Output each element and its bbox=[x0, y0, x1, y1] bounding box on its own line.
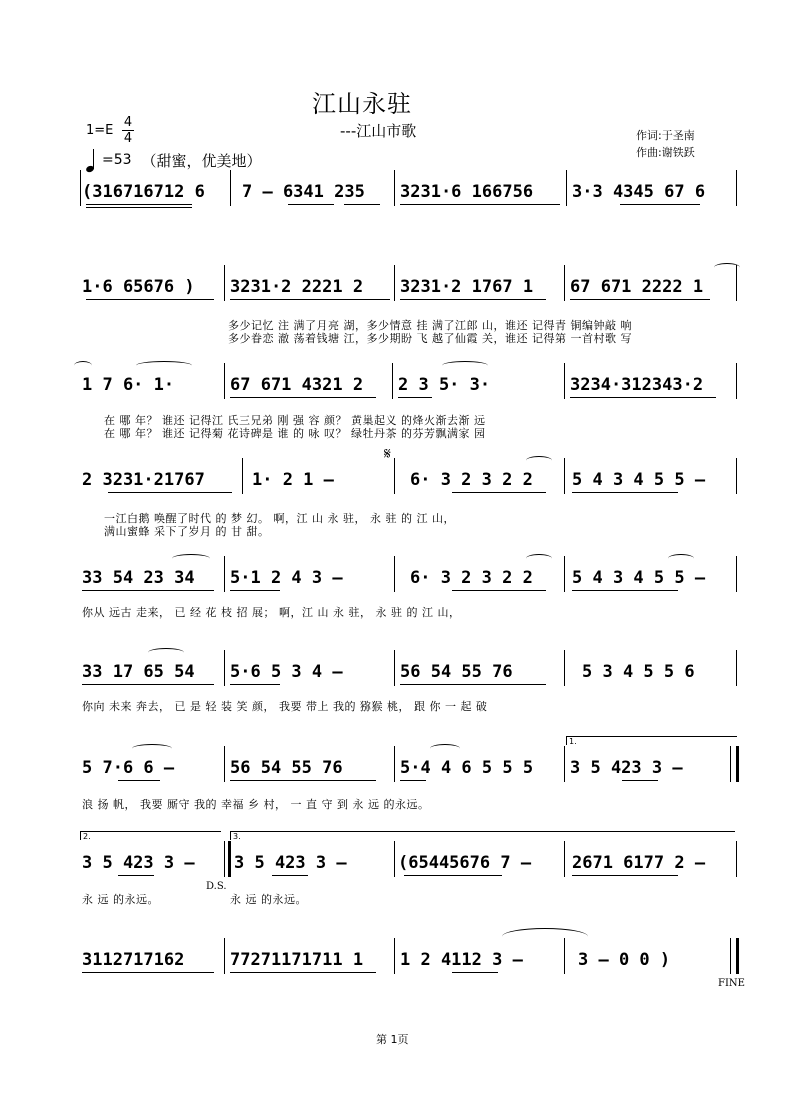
measure-12: 3234·312343·2 bbox=[570, 375, 704, 395]
beam-underline bbox=[272, 875, 308, 876]
barline bbox=[394, 458, 395, 494]
measure-4: 3·3 4345 67 6 bbox=[572, 182, 706, 202]
page-number: 第 1页 bbox=[376, 1033, 409, 1046]
tie-arc bbox=[526, 554, 552, 563]
slur-arc bbox=[148, 648, 184, 657]
measure-14: 1· 2 1 – bbox=[252, 470, 334, 490]
lyric-verse-1: 多少记忆 注 满了月亮 湖，多少情意 挂 满了江郎 山，谁还 记得青 铜编钟敲 响 bbox=[228, 319, 632, 332]
time-signature-bottom: 4 bbox=[123, 131, 133, 146]
song-title: 江山永驻 bbox=[312, 90, 412, 118]
measure-28: 3 5 423 3 – bbox=[570, 758, 683, 778]
beam-underline bbox=[622, 780, 658, 781]
barline bbox=[394, 841, 395, 877]
lyric-line: 永 远 的永远。 bbox=[230, 893, 307, 906]
credits bbox=[636, 127, 695, 161]
beam-underline bbox=[82, 972, 214, 973]
beam-underline bbox=[230, 590, 280, 591]
lyric-verse-2: 在 哪 年？ 谁还 记得菊 花诗碑是 谁 的 咏 叹？ 绿牡丹茶 的芬芳飘满家 园 bbox=[104, 427, 486, 440]
barline bbox=[224, 265, 225, 301]
beam-underline bbox=[108, 492, 232, 493]
slur-arc bbox=[172, 554, 210, 563]
barline bbox=[736, 458, 737, 494]
barline bbox=[736, 556, 737, 592]
measure-11: 2 3 5· 3· bbox=[398, 375, 491, 395]
beam-underline bbox=[572, 875, 678, 876]
beam-underline bbox=[452, 590, 546, 591]
measure-13: 2 3231·21767 bbox=[82, 470, 205, 490]
beam-underline bbox=[230, 780, 376, 781]
barline bbox=[736, 650, 737, 686]
beam-underline bbox=[404, 875, 502, 876]
barline bbox=[566, 170, 567, 206]
tempo-bpm: =53 bbox=[102, 152, 132, 168]
measure-9: 1 7 6· 1· bbox=[82, 375, 175, 395]
measure-21: 33 17 65 54 bbox=[82, 662, 195, 682]
tie-arc bbox=[502, 928, 588, 945]
measure-32: 2671 6177 2 – bbox=[572, 853, 706, 873]
beam-underline bbox=[400, 780, 426, 781]
barline bbox=[730, 746, 731, 782]
volta-1-bracket: 1. bbox=[566, 736, 737, 745]
measure-27: 5·4 4 6 5 5 5 bbox=[400, 758, 534, 778]
lyric-line: 你向 未来 奔去， 已 是 轻 装 笑 颜， 我要 带上 我的 猕猴 桃， 跟 你 一 起 破 bbox=[82, 700, 488, 713]
measure-25: 5 7·6 6 – bbox=[82, 758, 175, 778]
measure-3: 3231·6 166756 bbox=[400, 182, 534, 202]
volta-3-bracket: 3. bbox=[230, 831, 735, 840]
barline bbox=[394, 650, 395, 686]
beam-underline bbox=[572, 492, 678, 493]
measure-23: 56 54 55 76 bbox=[400, 662, 513, 682]
measure-18: 5·1 2 4 3 – bbox=[230, 568, 343, 588]
beam-underline bbox=[86, 207, 192, 208]
barline bbox=[80, 170, 81, 206]
barline bbox=[564, 265, 565, 301]
beam-underline bbox=[344, 204, 380, 205]
measure-16: 5 4 3 4 5 5 – bbox=[572, 470, 706, 490]
beam-underline bbox=[86, 204, 192, 205]
barline bbox=[564, 458, 565, 494]
lyric-verse-1: 一江白鹅 唤醒了时代 的 梦 幻。 啊，江 山 永 驻， 永 驻 的 江 山， bbox=[104, 512, 455, 525]
barline bbox=[224, 841, 225, 877]
barline bbox=[394, 556, 395, 592]
beam-underline bbox=[82, 684, 214, 685]
barline bbox=[564, 841, 565, 877]
measure-19: 6· 3 2 3 2 2 bbox=[410, 568, 533, 588]
fine-marker: FINE bbox=[718, 978, 745, 989]
slur-arc bbox=[132, 744, 172, 753]
measure-26: 56 54 55 76 bbox=[230, 758, 343, 778]
lyric-line: 你从 远古 走来， 已 经 花 枝 招 展； 啊，江 山 永 驻， 永 驻 的 江 山， bbox=[82, 606, 461, 619]
beam-underline bbox=[452, 972, 498, 973]
key-signature: 1=E bbox=[86, 123, 114, 138]
segno-icon: 𝄋 bbox=[384, 444, 391, 463]
barline bbox=[242, 458, 243, 494]
barline bbox=[394, 170, 395, 206]
tie-arc bbox=[714, 263, 740, 272]
measure-15: 6· 3 2 3 2 2 bbox=[410, 470, 533, 490]
measure-20: 5 4 3 4 5 5 – bbox=[572, 568, 706, 588]
measure-36: 3 – 0 0 ) bbox=[578, 950, 671, 970]
measure-31: (65445676 7 – bbox=[398, 853, 532, 873]
barline bbox=[564, 556, 565, 592]
measure-6: 3231·2 2221 2 bbox=[230, 277, 364, 297]
lyric-verse-2: 多少眷恋 澈 荡着钱塘 江，多少期盼 飞 越了仙霞 关，谁还 记得第 一首村歌 写 bbox=[228, 332, 632, 345]
barline bbox=[564, 746, 565, 782]
barline bbox=[730, 938, 731, 974]
barline bbox=[394, 938, 395, 974]
beam-underline bbox=[230, 299, 390, 300]
slur-arc bbox=[442, 361, 488, 370]
repeat-barline bbox=[736, 746, 739, 782]
slur-arc bbox=[430, 744, 460, 753]
time-signature bbox=[122, 115, 134, 146]
beam-underline bbox=[400, 299, 546, 300]
measure-7: 3231·2 1767 1 bbox=[400, 277, 534, 297]
measure-1: (316716712 6 bbox=[82, 182, 205, 202]
lyric-line: 浪 扬 帆， 我要 厮守 我的 幸福 乡 村， 一 直 守 到 永 远 的永远。 bbox=[82, 798, 430, 811]
repeat-barline bbox=[228, 841, 231, 877]
measure-10: 67 671 4321 2 bbox=[230, 375, 364, 395]
lyric-verse-2: 满山蜜蜂 采下了岁月 的 甘 甜。 bbox=[104, 525, 270, 538]
measure-34: 77271171711 1 bbox=[230, 950, 364, 970]
composer: 作曲:谢铁跃 bbox=[636, 146, 695, 159]
beam-underline bbox=[452, 492, 546, 493]
barline bbox=[736, 363, 737, 399]
beam-underline bbox=[118, 875, 154, 876]
tie-arc bbox=[526, 456, 552, 465]
measure-29: 3 5 423 3 – bbox=[82, 853, 195, 873]
measure-22: 5·6 5 3 4 – bbox=[230, 662, 343, 682]
lyric-line: 永 远 的永远。 bbox=[82, 893, 159, 906]
quarter-note-icon bbox=[86, 148, 100, 172]
measure-8: 67 671 2222 1 bbox=[570, 277, 704, 297]
beam-underline bbox=[400, 684, 546, 685]
measure-5: 1·6 65676 ) bbox=[82, 277, 195, 297]
beam-underline bbox=[398, 397, 432, 398]
tempo-mark bbox=[86, 148, 262, 172]
beam-underline bbox=[82, 590, 214, 591]
beam-underline bbox=[230, 397, 376, 398]
barline bbox=[392, 363, 393, 399]
lyricist: 作词:于圣南 bbox=[636, 129, 695, 142]
barline bbox=[394, 746, 395, 782]
barline bbox=[564, 650, 565, 686]
measure-30: 3 5 423 3 – bbox=[234, 853, 347, 873]
tempo-expression: （甜蜜，优美地） bbox=[141, 151, 262, 170]
measure-2: 7 – 6341 235 bbox=[242, 182, 365, 202]
beam-underline bbox=[230, 972, 376, 973]
barline bbox=[224, 746, 225, 782]
song-subtitle: ---江山市歌 bbox=[340, 122, 417, 140]
measure-35: 1 2 4112 3 – bbox=[400, 950, 523, 970]
measure-33: 3112717162 bbox=[82, 950, 185, 970]
barline bbox=[736, 170, 737, 206]
time-signature-top: 4 bbox=[123, 115, 133, 130]
beam-underline bbox=[570, 299, 710, 300]
beam-underline bbox=[86, 299, 214, 300]
beam-underline bbox=[570, 397, 716, 398]
measure-24: 5 3 4 5 5 6 bbox=[582, 662, 695, 682]
dal-segno-marker: D.S. bbox=[206, 881, 227, 892]
beam-underline bbox=[620, 204, 700, 205]
beam-underline bbox=[118, 780, 160, 781]
final-barline bbox=[736, 938, 739, 974]
barline bbox=[224, 556, 225, 592]
barline bbox=[564, 363, 565, 399]
tie-arc bbox=[668, 554, 694, 563]
measure-17: 33 54 23 34 bbox=[82, 568, 195, 588]
barline bbox=[224, 650, 225, 686]
volta-2-bracket: 2. bbox=[80, 831, 221, 840]
barline bbox=[224, 363, 225, 399]
beam-underline bbox=[400, 204, 560, 205]
lyric-verse-1: 在 哪 年？ 谁还 记得江 氏三兄弟 刚 强 容 颜？ 黄巢起义 的烽火渐去渐 远 bbox=[104, 414, 486, 427]
slur-arc bbox=[136, 361, 192, 370]
barline bbox=[224, 938, 225, 974]
barline bbox=[230, 170, 231, 206]
beam-underline bbox=[288, 204, 334, 205]
barline bbox=[736, 841, 737, 877]
tie-arc bbox=[74, 361, 92, 370]
barline bbox=[394, 265, 395, 301]
beam-underline bbox=[572, 590, 678, 591]
beam-underline bbox=[230, 684, 280, 685]
